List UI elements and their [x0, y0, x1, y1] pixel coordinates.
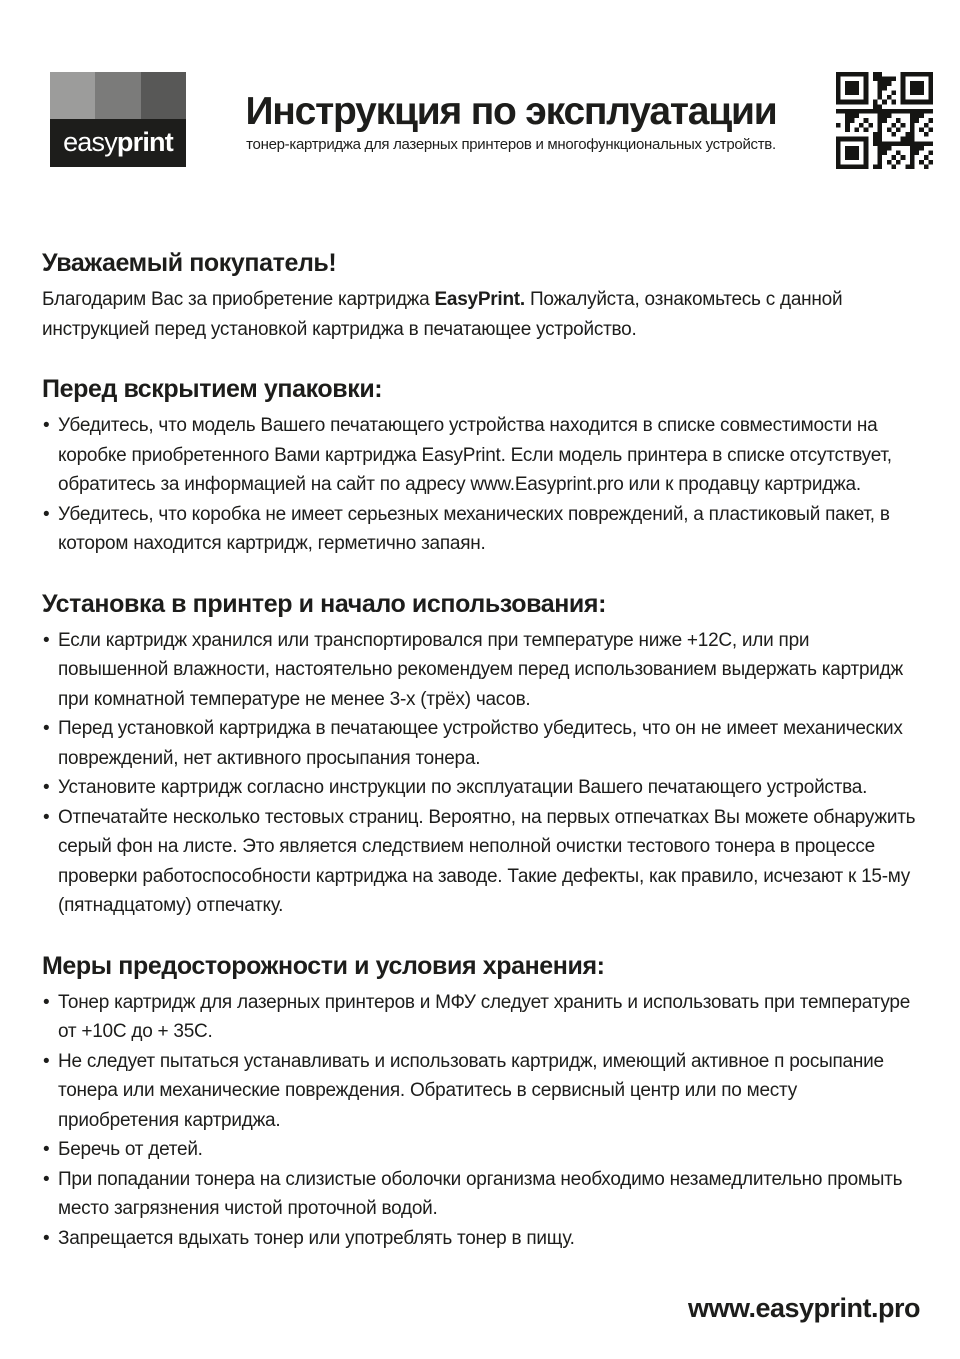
bullet-list: [42, 988, 920, 1254]
page-subtitle: тонер-картриджа для лазерных принтеров и многофункциональных устройств.: [246, 135, 776, 153]
list-item: • Запрещается вдыхать тонер или употреблять тонер в пищу.: [42, 1224, 920, 1254]
section-heading: Меры предосторожности и условия хранения:: [42, 951, 605, 980]
section-installation: [42, 590, 922, 921]
list-item: • Отпечатайте несколько тестовых страниц. Вероятно, на первых отпечатках Вы можете обнаружить серый фон на листе. Это является следствием неполной очистки тестового тонера в процессе проверки работоспособности картриджа на заводе. Такие дефекты, как правило, исчезают к 15-му (пятнадцатому) отпечатку.: [42, 803, 920, 921]
logo-gray-squares-icon: [50, 72, 186, 119]
bullet-list: [42, 626, 920, 921]
list-item: • Убедитесь, что коробка не имеет серьезных механических повреждений, а пластиковый пакет, в котором находится картридж, герметично запаян.: [42, 500, 920, 559]
logo-text-easy: easy: [63, 126, 117, 157]
section-heading: Установка в принтер и начало использования:: [42, 589, 607, 618]
section-precautions: [42, 952, 922, 1254]
section-before-opening: [42, 375, 922, 559]
easyprint-logo: [50, 72, 186, 167]
title-block: [186, 72, 836, 153]
logo-square-light: [50, 72, 95, 119]
list-item: • Если картридж хранился или транспортировался при температуре ниже +12С, или при повышенной влажности, настоятельно рекомендуем перед использованием выдержать картридж при комнатной температуре не менее 3-х (трёх) часов.: [42, 626, 920, 715]
bullet-list: [42, 411, 920, 559]
page-title: Инструкция по эксплуатации: [245, 90, 777, 133]
list-item: • Установите картридж согласно инструкции по эксплуатации Вашего печатающего устройства.: [42, 773, 920, 803]
list-item: • Перед установкой картриджа в печатающее устройство убедитесь, что он не имеет механических повреждений, нет активного просыпания тонера.: [42, 714, 920, 773]
logo-square-dark: [141, 72, 186, 119]
document-body: [0, 249, 960, 1253]
greeting-paragraph: [42, 285, 907, 344]
brand-name: EasyPrint.: [434, 289, 525, 310]
greeting-section: [42, 249, 922, 344]
list-item: • Тонер картридж для лазерных принтеров и МФУ следует хранить и использовать при температуре от +10С до + 35С.: [42, 988, 920, 1047]
section-heading: Перед вскрытием упаковки:: [42, 375, 383, 403]
logo-wordmark: [50, 119, 186, 167]
list-item: • При попадании тонера на слизистые оболочки организма необходимо незамедлительно промыть место загрязнения чистой проточной водой.: [42, 1165, 920, 1224]
greeting-text-after: Пожалуйста, ознакомьтесь с данной инструкцией перед установкой картриджа в печатающее устройство.: [42, 289, 843, 340]
list-item: • Беречь от детей.: [42, 1135, 920, 1165]
logo-text-print: print: [116, 126, 173, 157]
greeting-text-before: Благодарим Вас за приобретение картриджа: [42, 289, 435, 310]
header: [0, 0, 960, 169]
logo-square-mid: [95, 72, 140, 119]
website-url: www.easyprint.pro: [687, 1293, 920, 1323]
qr-code-icon: [836, 72, 933, 169]
list-item: • Убедитесь, что модель Вашего печатающего устройства находится в списке совместимости на коробке приобретенного Вами картриджа EasyPrint. Если модель принтера в списке отсутствует, обратитесь за информацией на сайт по адресу www.Easyprint.pro или к продавцу картриджа.: [42, 411, 920, 500]
list-item: • Не следует пытаться устанавливать и использовать картридж, имеющий активное п росыпание тонера или механические повреждения. Обратитесь в сервисный центр или по месту приобретения картриджа.: [42, 1047, 920, 1136]
greeting-heading: Уважаемый покупатель!: [42, 249, 337, 277]
